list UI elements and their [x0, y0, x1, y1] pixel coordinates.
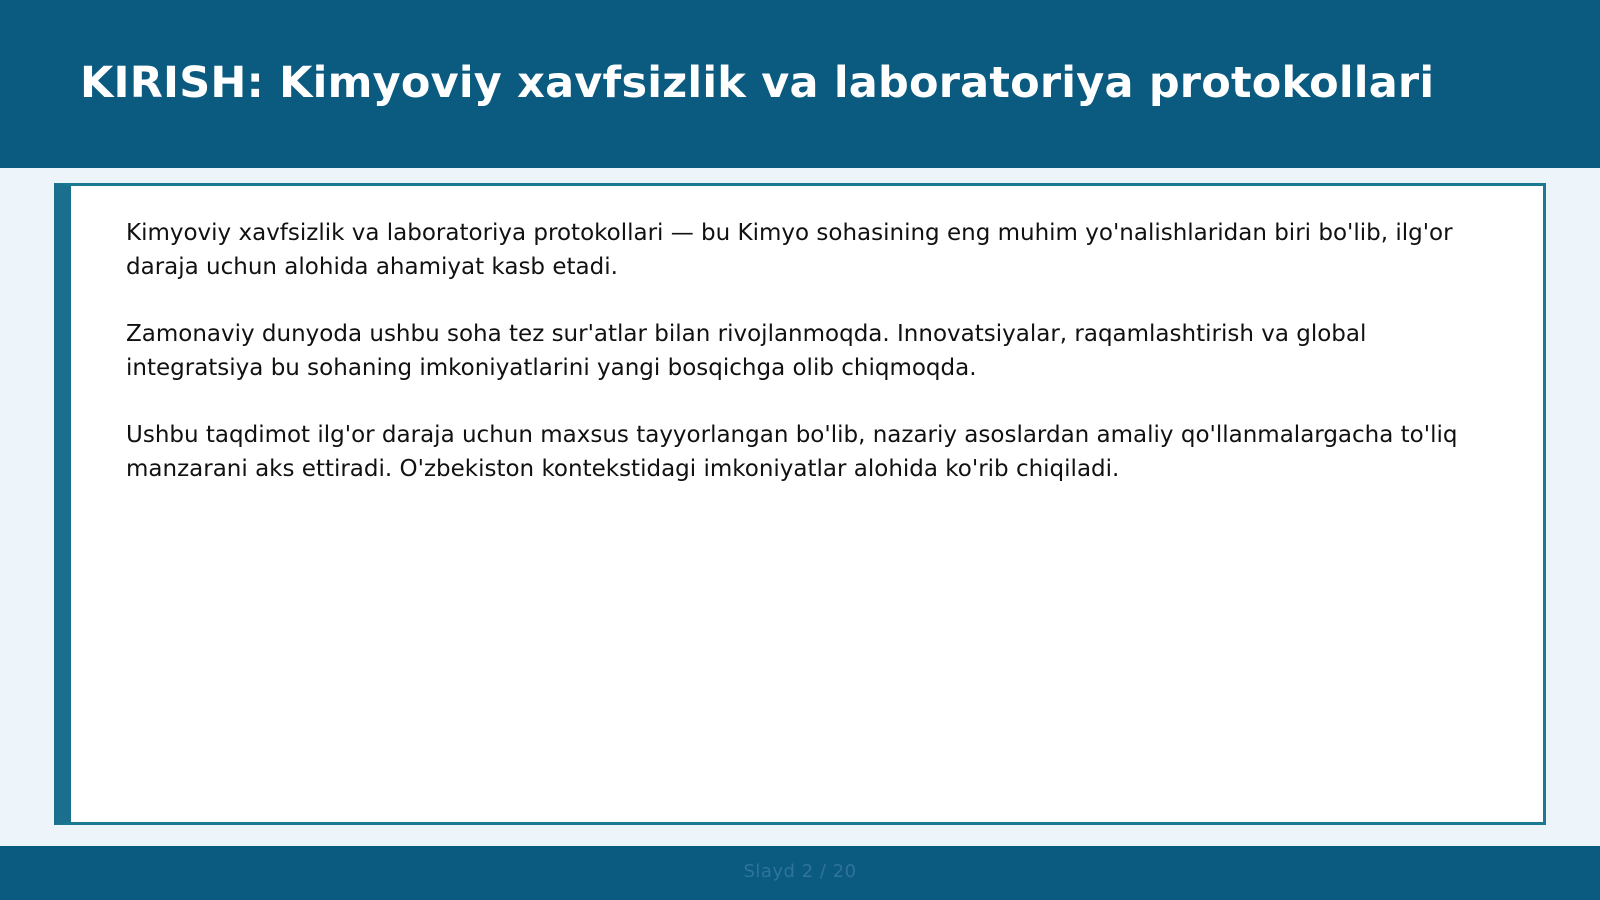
paragraph-presentation: Ushbu taqdimot ilg'or daraja uchun maxsus tayyorlangan bo'lib, nazariy asoslardan amaliy qo'llanmalargacha to'liq manzarani aks ettiradi. O'zbekiston kontekstidagi imkoniyatlar alohida ko'rib chiqiladi. — [126, 422, 1458, 482]
paragraph-intro: Kimyoviy xavfsizlik va laboratoriya protokollari — bu Kimyo sohasining eng muhim yo'nalishlaridan biri bo'lib, ilg'or daraja uchun alohida ahamiyat kasb etadi. — [126, 220, 1453, 280]
slide-title: KIRISH: Kimyoviy xavfsizlik va laboratoriya protokollari — [80, 58, 1435, 108]
slide-footer — [0, 846, 1600, 900]
slide-header — [0, 0, 1600, 168]
content-text — [126, 216, 1506, 519]
paragraph-development: Zamonaviy dunyoda ushbu soha tez sur'atlar bilan rivojlanmoqda. Innovatsiyalar, raqamlashtirish va global integratsiya bu sohaning imkoniyatlarini yangi bosqichga olib chiqmoqda. — [126, 321, 1367, 381]
slide-number: Slayd 2 / 20 — [743, 861, 857, 882]
content-card — [54, 183, 1546, 825]
